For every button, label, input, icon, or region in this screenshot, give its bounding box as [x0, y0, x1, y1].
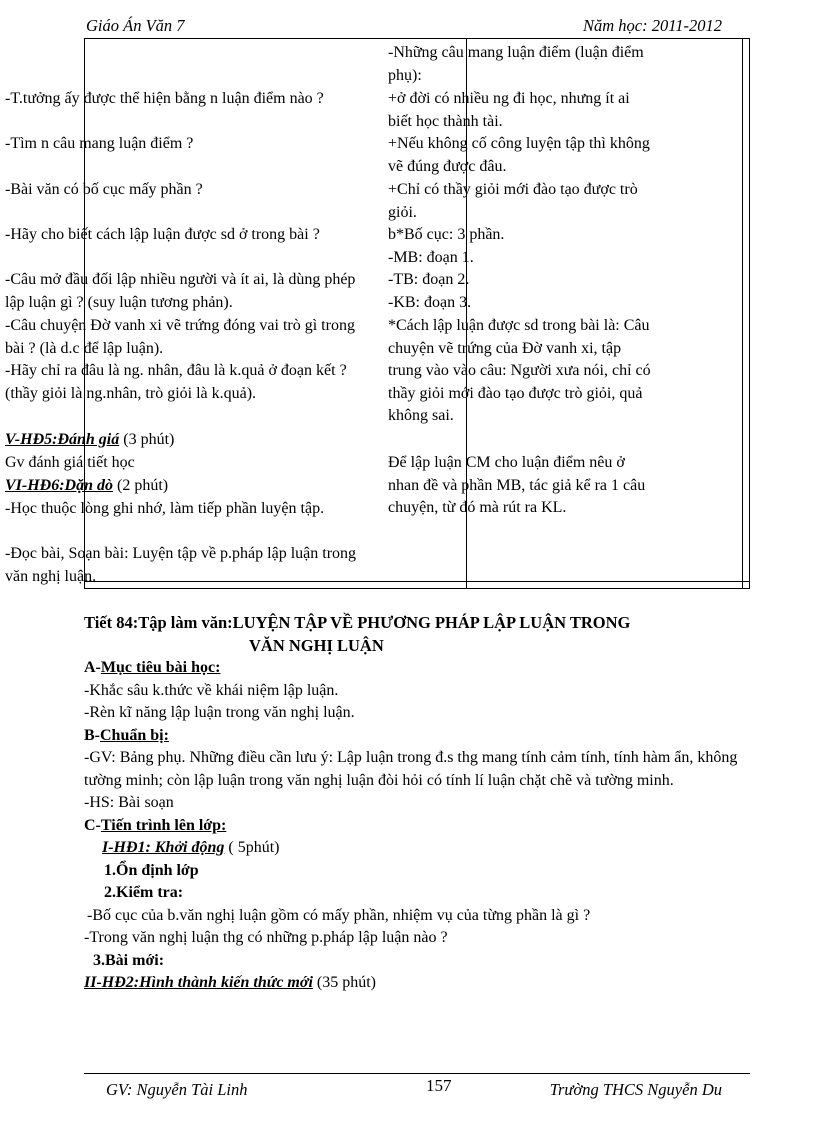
b-item-2: -HS: Bài soạn: [84, 794, 174, 811]
table-right-10: Để lập luận CM cho luận điểm nêu ở nhan đề và phần MB, tác giả kể ra 1 câu chuyện, từ đó mà rút ra KL.: [388, 454, 646, 516]
section-b-heading: [84, 725, 764, 748]
table-left-q3: -Bài văn có bố cục mấy phần ?: [5, 181, 203, 198]
table-left-q7: -Hãy chỉ ra đâu là ng. nhân, đâu là k.quả ở đoạn kết ? (thầy giỏi là ng.nhân, trò giỏi là k.quả).: [5, 362, 347, 402]
table-right-1: -Những câu mang luận điểm (luận điểm phụ):: [388, 44, 644, 84]
section-a-heading: [84, 657, 764, 680]
hd5-text: Gv đánh giá tiết học: [5, 454, 135, 471]
table-right-7: -TB: đoạn 2.: [388, 271, 470, 288]
step-1: 1.Ổn định lớp: [104, 861, 199, 879]
hd6-line2: -Đọc bài, Soạn bài: Luyện tập về p.pháp lập luận trong văn nghị luận.: [5, 545, 357, 585]
check-question-2: -Trong văn nghị luận thg có những p.pháp lập luận nào ?: [84, 929, 448, 946]
table-left-q5: -Câu mở đầu đối lập nhiều người và ít ai, là dùng phép lập luận gì ? (suy luận tương phản).: [5, 271, 356, 311]
hd1-heading: I-HĐ1: Khởi động: [102, 839, 225, 856]
table-right-6: -MB: đoạn 1.: [388, 249, 474, 266]
a-item-2: -Rèn kĩ năng lập luận trong văn nghị luận.: [84, 704, 355, 721]
check-question-1: -Bố cục của b.văn nghị luận gồm có mấy phần, nhiệm vụ của từng phần là gì ?: [87, 906, 591, 924]
hd6-line: [5, 475, 375, 498]
hd5-time: (3 phút): [119, 431, 175, 448]
b-item-1: -GV: Bảng phụ. Những điều cần lưu ý: Lập luận trong đ.s thg mang tính cảm tính, tính hàm ẩn, không tường minh; còn lập luận trong văn nghị luận đòi hỏi có tính lí luận chặt chẽ và tường minh.: [84, 749, 738, 789]
section-b-prefix: B-: [84, 726, 100, 744]
table-left-q1: -T.tưởng ấy được thể hiện bằng n luận điểm nào ?: [5, 90, 324, 107]
table-right-5: b*Bố cục: 3 phần.: [388, 226, 505, 243]
section-c-prefix: C-: [84, 816, 101, 834]
table-right-4: +Chỉ có thầy giỏi mới đào tạo được trò giỏi.: [388, 181, 638, 221]
hd1-time: ( 5phút): [224, 839, 280, 856]
footer-teacher: GV: Nguyễn Tài Linh: [106, 1080, 248, 1099]
section-c-title: Tiến trình lên lớp:: [100, 816, 227, 834]
table-right-9: *Cách lập luận được sd trong bài là: Câu chuyện vẽ trứng của Đờ vanh xi, tập trung vào vào câu: Người xưa nói, chỉ có thầy giỏi mới đào tạo được trò giỏi, quả không sai.: [388, 317, 651, 424]
section-a-title: Mục tiêu bài học:: [100, 659, 221, 676]
lesson-title-line1: Tiết 84:Tập làm văn:LUYỆN TẬP VỀ PHƯƠNG PHÁP LẬP LUẬN TRONG: [84, 613, 631, 632]
hd1-line: [84, 837, 764, 860]
a-item-1: -Khắc sâu k.thức về khái niệm lập luận.: [84, 681, 339, 699]
hd5-heading: V-HĐ5:Đánh giá: [5, 431, 120, 448]
table-left-q6: -Câu chuyện Đờ vanh xi vẽ trứng đóng vai trò gì trong bài ? (là d.c để lập luận).: [5, 317, 355, 357]
page-number: 157: [426, 1076, 452, 1095]
header-subject: Giáo Án Văn 7: [86, 16, 185, 35]
section-c-heading: [84, 815, 764, 838]
table-right-8: -KB: đoạn 3.: [388, 294, 472, 311]
table-right-3: +Nếu không cố công luyện tập thì không vẽ đúng được đâu.: [388, 135, 650, 175]
hd2-line: [84, 972, 764, 995]
page-header: [84, 14, 750, 39]
lesson-title-line2: VĂN NGHỊ LUẬN: [249, 635, 384, 655]
step-2: 2.Kiểm tra:: [104, 884, 184, 901]
hd6-time: (2 phút): [113, 477, 169, 494]
hd2-time: (35 phút): [312, 974, 376, 991]
page-footer: [84, 1073, 750, 1099]
hd6-line1: -Học thuộc lòng ghi nhớ, làm tiếp phần luyện tập.: [5, 500, 325, 517]
lesson-body: [84, 612, 764, 995]
table-right-2: +ở đời có nhiều ng đi học, nhưng ít ai biết học thành tài.: [388, 90, 630, 130]
footer-school: Trường THCS Nguyễn Du: [549, 1080, 722, 1099]
section-a-prefix: A-: [84, 659, 101, 676]
hd5-line: [5, 429, 375, 452]
step-3: 3.Bài mới:: [93, 951, 165, 969]
table-left-q4: -Hãy cho biết cách lập luận được sd ở trong bài ?: [5, 226, 320, 243]
table-left-q2: -Tìm n câu mang luận điểm ?: [5, 135, 194, 152]
hd6-heading: VI-HĐ6:Dặn dò: [5, 477, 114, 494]
section-b-title: Chuẩn bị:: [100, 726, 169, 744]
hd2-heading: II-HĐ2:Hình thành kiến thức mới: [84, 974, 313, 991]
header-school-year: Năm học: 2011-2012: [582, 16, 722, 35]
